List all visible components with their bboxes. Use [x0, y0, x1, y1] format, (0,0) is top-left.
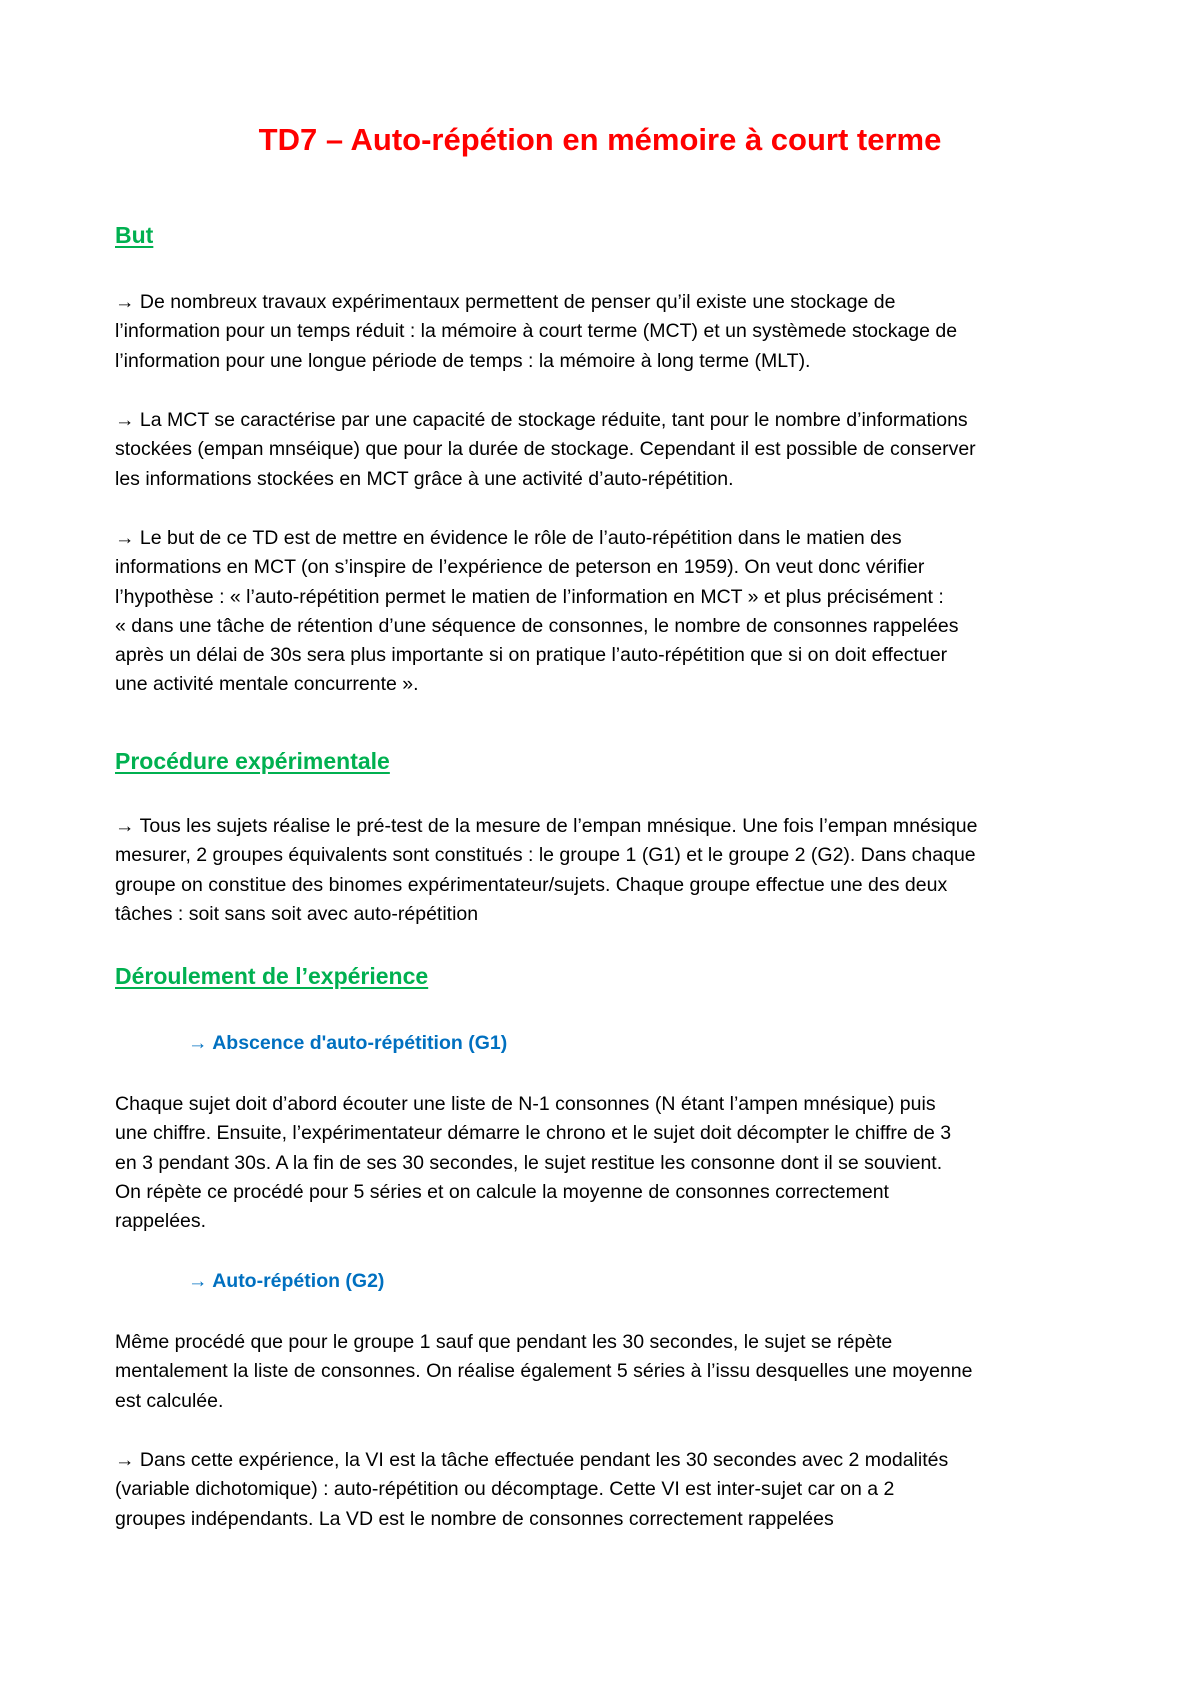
text-line: stockées (empan mnséique) que pour la durée de stockage. Cependant il est possible de conserver: [115, 438, 976, 461]
text-line: l’hypothèse : « l’auto-répétition permet le matien de l’information en MCT » et plus précisément :: [115, 585, 944, 608]
text-line: → Le but de ce TD est de mettre en évidence le rôle de l’auto-répétition dans le matien des: [115, 527, 902, 549]
text-line: « dans une tâche de rétention d’une séquence de consonnes, le nombre de consonnes rappelées: [115, 614, 959, 637]
page-title: TD7 – Auto-répétion en mémoire à court terme: [258, 122, 942, 157]
subheading-g2: → Auto-répétion (G2): [188, 1270, 385, 1292]
text-line: est calculée.: [115, 1389, 224, 1412]
text-line: groupe on constitue des binomes expérimentateur/sujets. Chaque groupe effectue une des deux: [115, 873, 948, 896]
text-line: → Dans cette expérience, la VI est la tâche effectuée pendant les 30 secondes avec 2 modalités: [115, 1449, 949, 1471]
text-line: (variable dichotomique) : auto-répétition ou décomptage. Cette VI est inter-sujet car on a 2: [115, 1478, 895, 1501]
text-line: une activité mentale concurrente ».: [115, 673, 419, 696]
text-line: l’information pour une longue période de temps : la mémoire à long terme (MLT).: [115, 349, 811, 372]
text-line: mentalement la liste de consonnes. On réalise également 5 séries à l’issu desquelles une moyenne: [115, 1360, 973, 1383]
text-line: Même procédé que pour le groupe 1 sauf que pendant les 30 secondes, le sujet se répète: [115, 1331, 893, 1353]
text-line: en 3 pendant 30s. A la fin de ses 30 secondes, le sujet restitue les consonne dont il se souvient.: [115, 1151, 943, 1174]
deroulement-paragraph-1: [115, 1090, 1095, 1236]
text-line: rappelées.: [115, 1210, 207, 1233]
but-paragraph-1: [115, 288, 1095, 376]
text-line: l’information pour un temps réduit : la mémoire à court terme (MCT) et un systèmede stockage de: [115, 320, 958, 343]
text-line: → La MCT se caractérise par une capacité de stockage réduite, tant pour le nombre d’informations: [115, 409, 968, 431]
text-line: Chaque sujet doit d’abord écouter une liste de N-1 consonnes (N étant l’ampen mnésique) puis: [115, 1093, 936, 1115]
text-line: → Tous les sujets réalise le pré-test de la mesure de l’empan mnésique. Une fois l’empan mnésique: [115, 815, 978, 837]
text-line: tâches : soit sans soit avec auto-répétition: [115, 902, 479, 925]
text-line: après un délai de 30s sera plus importante si on pratique l’auto-répétition que si on doit effectuer: [115, 644, 948, 667]
text-line: On répète ce procédé pour 5 séries et on calcule la moyenne de consonnes correctement: [115, 1180, 889, 1203]
heading-procedure: Procédure expérimentale: [115, 748, 390, 774]
text-line: → De nombreux travaux expérimentaux permettent de penser qu’il existe une stockage de: [115, 291, 896, 313]
text-line: mesurer, 2 groupes équivalents sont constitués : le groupe 1 (G1) et le groupe 2 (G2). Dans chaque: [115, 844, 976, 867]
deroulement-paragraph-2: [115, 1328, 1095, 1416]
subheading-g1: → Abscence d'auto-répétition (G1): [188, 1032, 508, 1054]
text-line: groupes indépendants. La VD est le nombre de consonnes correctement rappelées: [115, 1507, 834, 1530]
but-paragraph-2: [115, 406, 1095, 494]
text-line: une chiffre. Ensuite, l’expérimentateur démarre le chrono et le sujet doit décompter le chiffre de 3: [115, 1122, 952, 1145]
text-line: informations en MCT (on s’inspire de l’expérience de peterson en 1959). On veut donc vérifier: [115, 556, 925, 579]
deroulement-paragraph-3: [115, 1446, 1095, 1534]
text-line: les informations stockées en MCT grâce à une activité d’auto-répétition.: [115, 467, 734, 490]
heading-but: But: [115, 222, 154, 248]
but-paragraph-3: [115, 524, 1095, 700]
procedure-paragraph-1: [115, 812, 1095, 929]
heading-deroulement: Déroulement de l’expérience: [115, 963, 429, 989]
